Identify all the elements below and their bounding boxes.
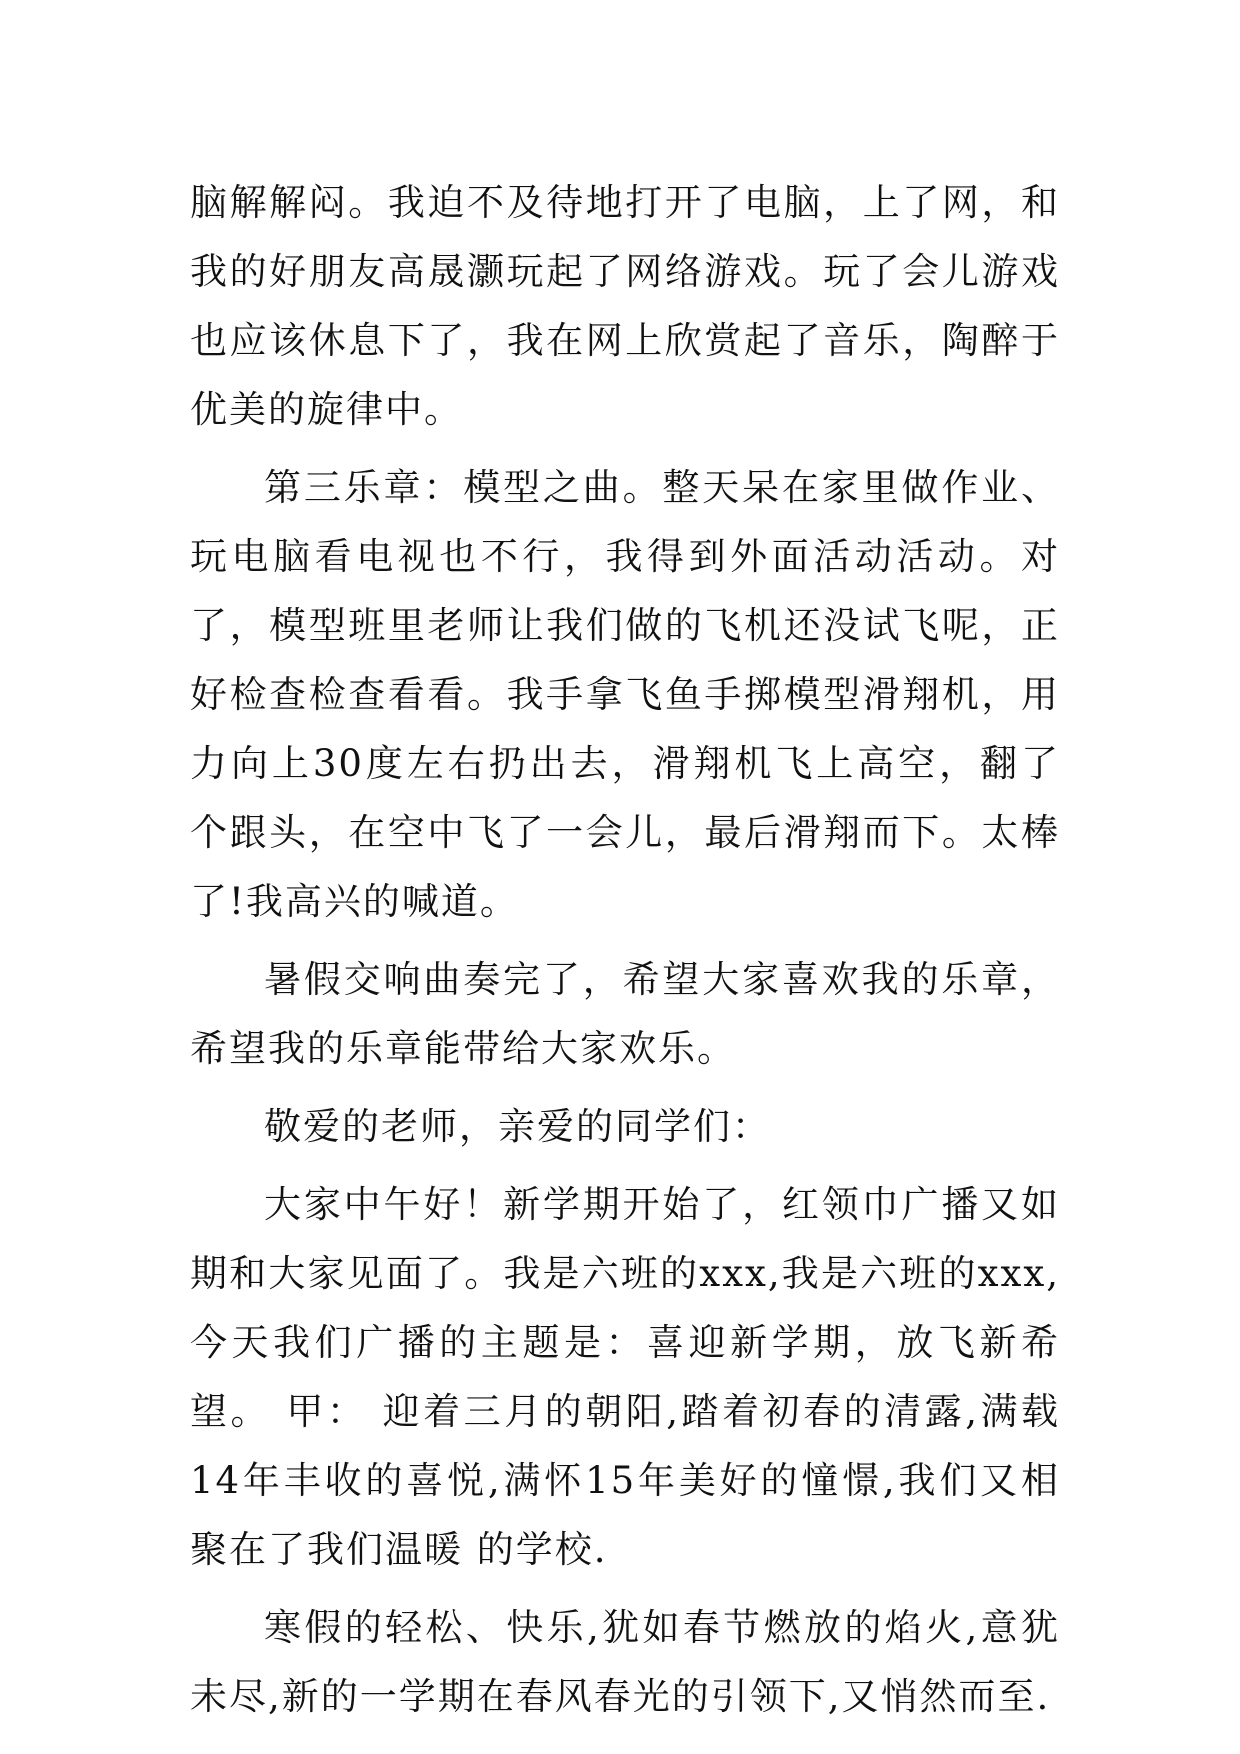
- document-body: [190, 168, 1060, 1740]
- paragraph-continuation: 脑解解闷。我迫不及待地打开了电脑，上了网，和我的好朋友高晟灏玩起了网络游戏。玩了会儿游戏也应该休息下了，我在网上欣赏起了音乐，陶醉于优美的旋律中。: [190, 181, 1060, 431]
- paragraph-winter-vacation: 寒假的轻松、快乐,犹如春节燃放的焰火,意犹未尽,新的一学期在春风春光的引领下,又悄然而至.: [190, 1606, 1060, 1718]
- paragraph-broadcast-intro: 大家中午好！新学期开始了，红领巾广播又如期和大家见面了。我是六班的xxx,我是六班的xxx,今天我们广播的主题是：喜迎新学期，放飞新希望。 甲： 迎着三月的朝阳,踏着初春的清露,满载14年丰收的喜悦,满怀15年美好的憧憬,我们又相聚在了我们温暖 的学校.: [190, 1183, 1060, 1571]
- paragraph-greeting: 敬爱的老师，亲爱的同学们：: [264, 1105, 771, 1148]
- paragraph-third-movement: 第三乐章：模型之曲。整天呆在家里做作业、玩电脑看电视也不行，我得到外面活动活动。对了，模型班里老师让我们做的飞机还没试飞呢，正好检查检查看看。我手拿飞鱼手掷模型滑翔机，用力向上30度左右扔出去，滑翔机飞上高空，翻了个跟头，在空中飞了一会儿，最后滑翔而下。太棒了!我高兴的喊道。: [190, 466, 1060, 923]
- paragraph-summer-symphony-end: 暑假交响曲奏完了，希望大家喜欢我的乐章，希望我的乐章能带给大家欢乐。: [190, 958, 1060, 1070]
